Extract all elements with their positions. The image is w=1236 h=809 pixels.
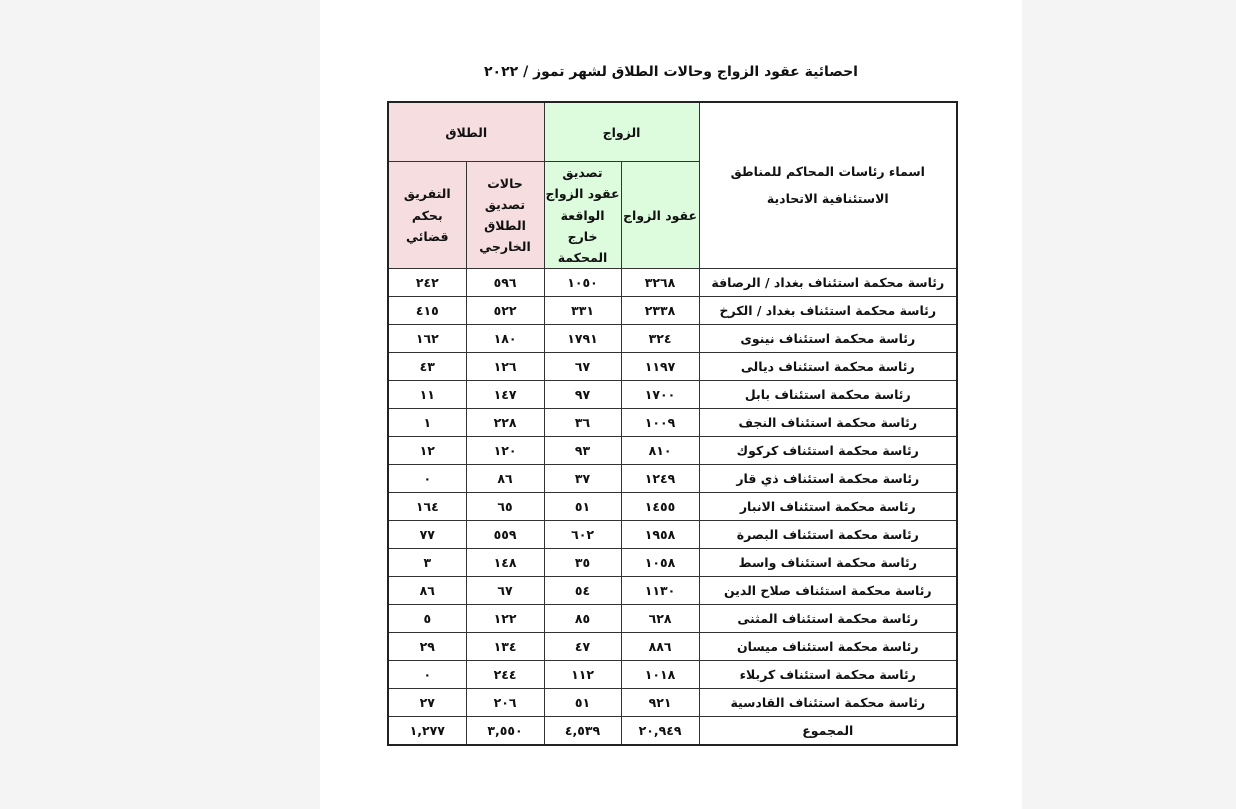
marriage-outside-cell: ١٠٥٠ — [544, 269, 621, 297]
table-body — [388, 269, 957, 717]
external-divorce-cell: ٦٥ — [466, 493, 544, 521]
table-row — [388, 633, 957, 661]
marriage-outside-cell: ٣٣١ — [544, 297, 621, 325]
total-contracts: ٢٠,٩٤٩ — [621, 717, 699, 746]
judicial-separation-cell: ٥ — [388, 605, 466, 633]
total-external: ٣,٥٥٠ — [466, 717, 544, 746]
marriage-contracts-cell: ٩٢١ — [621, 689, 699, 717]
court-name-cell: رئاسة محكمة استئناف بغداد / الرصافة — [699, 269, 957, 297]
table-row — [388, 661, 957, 689]
court-name-cell: رئاسة محكمة استئناف ذي قار — [699, 465, 957, 493]
court-name-cell: رئاسة محكمة استئناف صلاح الدين — [699, 577, 957, 605]
judicial-separation-cell: ٤٣ — [388, 353, 466, 381]
document-title: احصائية عقود الزواج وحالات الطلاق لشهر تموز / ٢٠٢٢ — [484, 64, 858, 80]
header-marriage-contracts: عقود الزواج — [621, 162, 699, 269]
header-court-names: اسماء رئاسات المحاكم للمناطق الاستئنافية الاتحادية — [699, 102, 957, 269]
court-name-cell: رئاسة محكمة استئناف واسط — [699, 549, 957, 577]
external-divorce-cell: ٢٤٤ — [466, 661, 544, 689]
judicial-separation-cell: ٢٧ — [388, 689, 466, 717]
court-name-cell: رئاسة محكمة استئناف المثنى — [699, 605, 957, 633]
court-name-cell: رئاسة محكمة استئناف بغداد / الكرخ — [699, 297, 957, 325]
court-name-cell: رئاسة محكمة استئناف ميسان — [699, 633, 957, 661]
court-name-cell: رئاسة محكمة استئناف البصرة — [699, 521, 957, 549]
marriage-contracts-cell: ٣٢٦٨ — [621, 269, 699, 297]
external-divorce-cell: ١٣٤ — [466, 633, 544, 661]
table-row — [388, 381, 957, 409]
judicial-separation-cell: ٤١٥ — [388, 297, 466, 325]
marriage-contracts-cell: ٢٣٣٨ — [621, 297, 699, 325]
marriage-contracts-cell: ١٤٥٥ — [621, 493, 699, 521]
court-name-cell: رئاسة محكمة استئناف كربلاء — [699, 661, 957, 689]
judicial-separation-cell: ٨٦ — [388, 577, 466, 605]
marriage-contracts-cell: ٣٢٤ — [621, 325, 699, 353]
table-row — [388, 689, 957, 717]
external-divorce-cell: ١٤٧ — [466, 381, 544, 409]
marriage-outside-cell: ١٧٩١ — [544, 325, 621, 353]
external-divorce-cell: ١٢٠ — [466, 437, 544, 465]
statistics-table — [387, 101, 958, 746]
marriage-outside-cell: ٦٠٢ — [544, 521, 621, 549]
document-page — [320, 0, 1022, 809]
header-marriage-group: الزواج — [544, 102, 699, 162]
marriage-outside-cell: ٥١ — [544, 689, 621, 717]
marriage-outside-cell: ٩٧ — [544, 381, 621, 409]
external-divorce-cell: ١٢٢ — [466, 605, 544, 633]
table-row — [388, 297, 957, 325]
marriage-outside-cell: ٣٦ — [544, 409, 621, 437]
court-name-cell: رئاسة محكمة استئناف ديالى — [699, 353, 957, 381]
table-row — [388, 409, 957, 437]
marriage-outside-cell: ٩٣ — [544, 437, 621, 465]
total-judicial: ١,٢٧٧ — [388, 717, 466, 746]
external-divorce-cell: ٦٧ — [466, 577, 544, 605]
total-label: المجموع — [699, 717, 957, 746]
judicial-separation-cell: ٢٩ — [388, 633, 466, 661]
marriage-contracts-cell: ١٩٥٨ — [621, 521, 699, 549]
marriage-outside-cell: ٦٧ — [544, 353, 621, 381]
external-divorce-cell: ١٨٠ — [466, 325, 544, 353]
header-divorce-group: الطلاق — [388, 102, 544, 162]
table-row — [388, 465, 957, 493]
judicial-separation-cell: ١ — [388, 409, 466, 437]
marriage-contracts-cell: ١٠٥٨ — [621, 549, 699, 577]
external-divorce-cell: ٢٠٦ — [466, 689, 544, 717]
marriage-outside-cell: ٣٧ — [544, 465, 621, 493]
court-name-cell: رئاسة محكمة استئناف نينوى — [699, 325, 957, 353]
court-name-cell: رئاسة محكمة استئناف النجف — [699, 409, 957, 437]
marriage-contracts-cell: ١١٣٠ — [621, 577, 699, 605]
judicial-separation-cell: ٣ — [388, 549, 466, 577]
marriage-contracts-cell: ٨٨٦ — [621, 633, 699, 661]
table-row — [388, 577, 957, 605]
total-outside: ٤,٥٣٩ — [544, 717, 621, 746]
table-row — [388, 353, 957, 381]
header-marriage-outside: تصديق عقود الزواج الواقعة خارج المحكمة — [544, 162, 621, 269]
table-row — [388, 493, 957, 521]
marriage-contracts-cell: ٨١٠ — [621, 437, 699, 465]
marriage-outside-cell: ٥٤ — [544, 577, 621, 605]
marriage-contracts-cell: ١١٩٧ — [621, 353, 699, 381]
total-row — [388, 717, 957, 746]
external-divorce-cell: ٢٢٨ — [466, 409, 544, 437]
marriage-outside-cell: ٥١ — [544, 493, 621, 521]
table-row — [388, 605, 957, 633]
table-row — [388, 521, 957, 549]
judicial-separation-cell: ١٢ — [388, 437, 466, 465]
judicial-separation-cell: ٧٧ — [388, 521, 466, 549]
judicial-separation-cell: ١٦٢ — [388, 325, 466, 353]
table-row — [388, 549, 957, 577]
judicial-separation-cell: ٢٤٢ — [388, 269, 466, 297]
marriage-outside-cell: ١١٢ — [544, 661, 621, 689]
marriage-outside-cell: ٤٧ — [544, 633, 621, 661]
court-name-cell: رئاسة محكمة استئناف بابل — [699, 381, 957, 409]
judicial-separation-cell: ٠ — [388, 661, 466, 689]
external-divorce-cell: ١٤٨ — [466, 549, 544, 577]
marriage-outside-cell: ٣٥ — [544, 549, 621, 577]
marriage-contracts-cell: ١٠١٨ — [621, 661, 699, 689]
marriage-outside-cell: ٨٥ — [544, 605, 621, 633]
table-row — [388, 437, 957, 465]
court-name-cell: رئاسة محكمة استئناف الانبار — [699, 493, 957, 521]
external-divorce-cell: ١٢٦ — [466, 353, 544, 381]
external-divorce-cell: ٥٢٢ — [466, 297, 544, 325]
marriage-contracts-cell: ١٢٤٩ — [621, 465, 699, 493]
table-row — [388, 325, 957, 353]
external-divorce-cell: ٥٩٦ — [466, 269, 544, 297]
header-external-divorce: حالات تصديق الطلاق الخارجي — [466, 162, 544, 269]
external-divorce-cell: ٨٦ — [466, 465, 544, 493]
court-name-cell: رئاسة محكمة استئناف القادسية — [699, 689, 957, 717]
judicial-separation-cell: ١١ — [388, 381, 466, 409]
marriage-contracts-cell: ٦٢٨ — [621, 605, 699, 633]
table-row — [388, 269, 957, 297]
header-judicial-separation: التفريق بحكم قضائي — [388, 162, 466, 269]
judicial-separation-cell: ٠ — [388, 465, 466, 493]
marriage-contracts-cell: ١٠٠٩ — [621, 409, 699, 437]
marriage-contracts-cell: ١٧٠٠ — [621, 381, 699, 409]
court-name-cell: رئاسة محكمة استئناف كركوك — [699, 437, 957, 465]
judicial-separation-cell: ١٦٤ — [388, 493, 466, 521]
external-divorce-cell: ٥٥٩ — [466, 521, 544, 549]
